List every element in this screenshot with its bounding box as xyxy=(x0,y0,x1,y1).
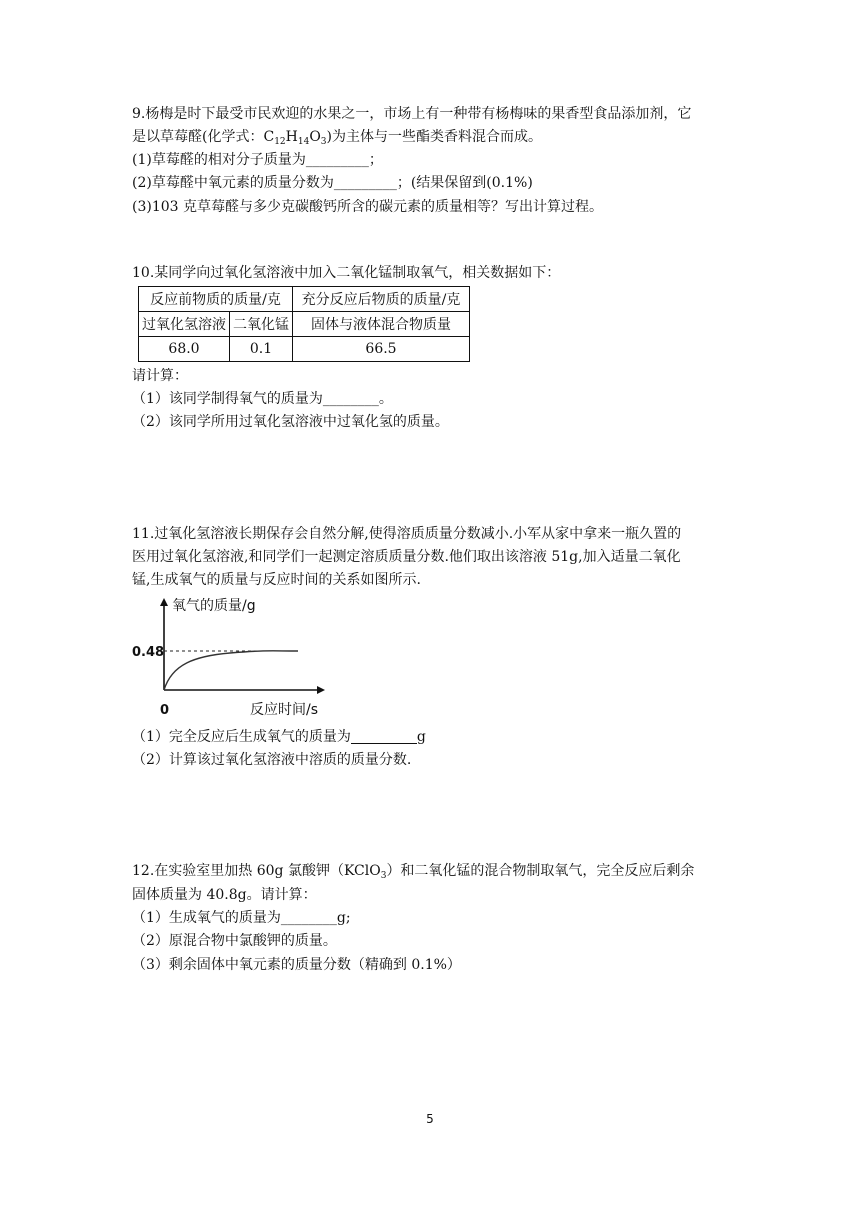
y-axis-label: 氧气的质量/g xyxy=(172,598,256,614)
table-col-mno2: 二氧化锰 xyxy=(230,312,293,337)
q10-data-table xyxy=(138,286,470,362)
q10-prompt: 请计算： xyxy=(132,368,188,384)
q9-o: O xyxy=(309,129,321,145)
q9-sub-o: 3 xyxy=(320,137,327,147)
q11-part1-unit: g xyxy=(416,729,426,745)
q11-answer-blank xyxy=(351,728,417,744)
q12-line1-pre: 12.在实验室里加热 60g 氯酸钾（KClO xyxy=(132,863,381,879)
q9-line1: 9.杨梅是时下最受市民欢迎的水果之一，市场上有一种带有杨梅味的果香型食品添加剂，它 xyxy=(132,106,692,122)
q11-line1: 11.过氧化氢溶液长期保存会自然分解,使得溶质质量分数减小.小军从家中拿来一瓶久置的 xyxy=(132,526,682,542)
q9-h: H xyxy=(285,129,298,145)
page-number: 5 xyxy=(426,1112,434,1126)
q9-part3: (3)103 克草莓醛与多少克碳酸钙所含的碳元素的质量相等？写出计算过程。 xyxy=(132,199,604,215)
q9-line2-pre: 是以草莓醛(化学式：C xyxy=(132,129,275,145)
table-header-before: 反应前物质的质量/克 xyxy=(139,287,293,312)
q12-line2: 固体质量为 40.8g。请计算： xyxy=(132,887,317,903)
table-col-h2o2: 过氧化氢溶液 xyxy=(139,312,230,337)
q11-part2: （2）计算该过氧化氢溶液中溶质的质量分数. xyxy=(132,752,412,768)
q11-line3: 锰,生成氧气的质量与反应时间的关系如图所示. xyxy=(132,572,421,588)
q10-part1: （1）该同学制得氧气的质量为________。 xyxy=(132,391,393,407)
origin-label: 0 xyxy=(160,703,170,718)
q9-part2: (2)草莓醛中氧元素的质量分数为_________；(结果保留到(0.1%) xyxy=(132,175,533,191)
q12-sub: 3 xyxy=(380,871,387,881)
q12-line1 xyxy=(132,861,694,886)
q12-part1: （1）生成氧气的质量为________g; xyxy=(132,910,351,926)
table-value-h2o2: 68.0 xyxy=(139,337,230,362)
q9-line2 xyxy=(132,127,542,152)
q11-part1-pre: （1）完全反应后生成氧气的质量为 xyxy=(132,729,351,745)
table-value-mno2: 0.1 xyxy=(230,337,293,362)
oxygen-curve xyxy=(164,651,298,690)
table-value-mixture: 66.5 xyxy=(293,337,470,362)
x-axis-arrow xyxy=(317,686,325,694)
q11-part1 xyxy=(132,727,426,747)
y-tick-label: 0.48 xyxy=(131,645,165,660)
q9-part1: (1)草莓醛的相对分子质量为_________； xyxy=(132,152,383,168)
q12-part3: （3）剩余固体中氧元素的质量分数（精确到 0.1%） xyxy=(132,957,461,973)
table-col-mixture: 固体与液体混合物质量 xyxy=(293,312,470,337)
q9-line2-post: )为主体与一些酯类香料混合而成。 xyxy=(326,129,542,145)
q9-sub-c: 12 xyxy=(274,137,286,147)
q12-line1-post: ）和二氧化锰的混合物制取氧气，完全反应后剩余 xyxy=(386,863,695,879)
x-axis-label: 反应时间/s xyxy=(250,702,319,718)
q10-title: 10.某同学向过氧化氢溶液中加入二氧化锰制取氧气，相关数据如下： xyxy=(132,265,561,281)
q11-line2: 医用过氧化氢溶液,和同学们一起测定溶质质量分数.他们取出该溶液 51g,加入适量二氧化 xyxy=(132,549,681,565)
q9-sub-h: 14 xyxy=(297,137,310,147)
oxygen-mass-chart xyxy=(131,594,340,724)
table-header-after: 充分反应后物质的质量/克 xyxy=(293,287,470,312)
q12-part2: （2）原混合物中氯酸钾的质量。 xyxy=(132,933,337,949)
q10-part2: （2）该同学所用过氧化氢溶液中过氧化氢的质量。 xyxy=(132,414,449,430)
y-axis-arrow xyxy=(160,598,168,606)
